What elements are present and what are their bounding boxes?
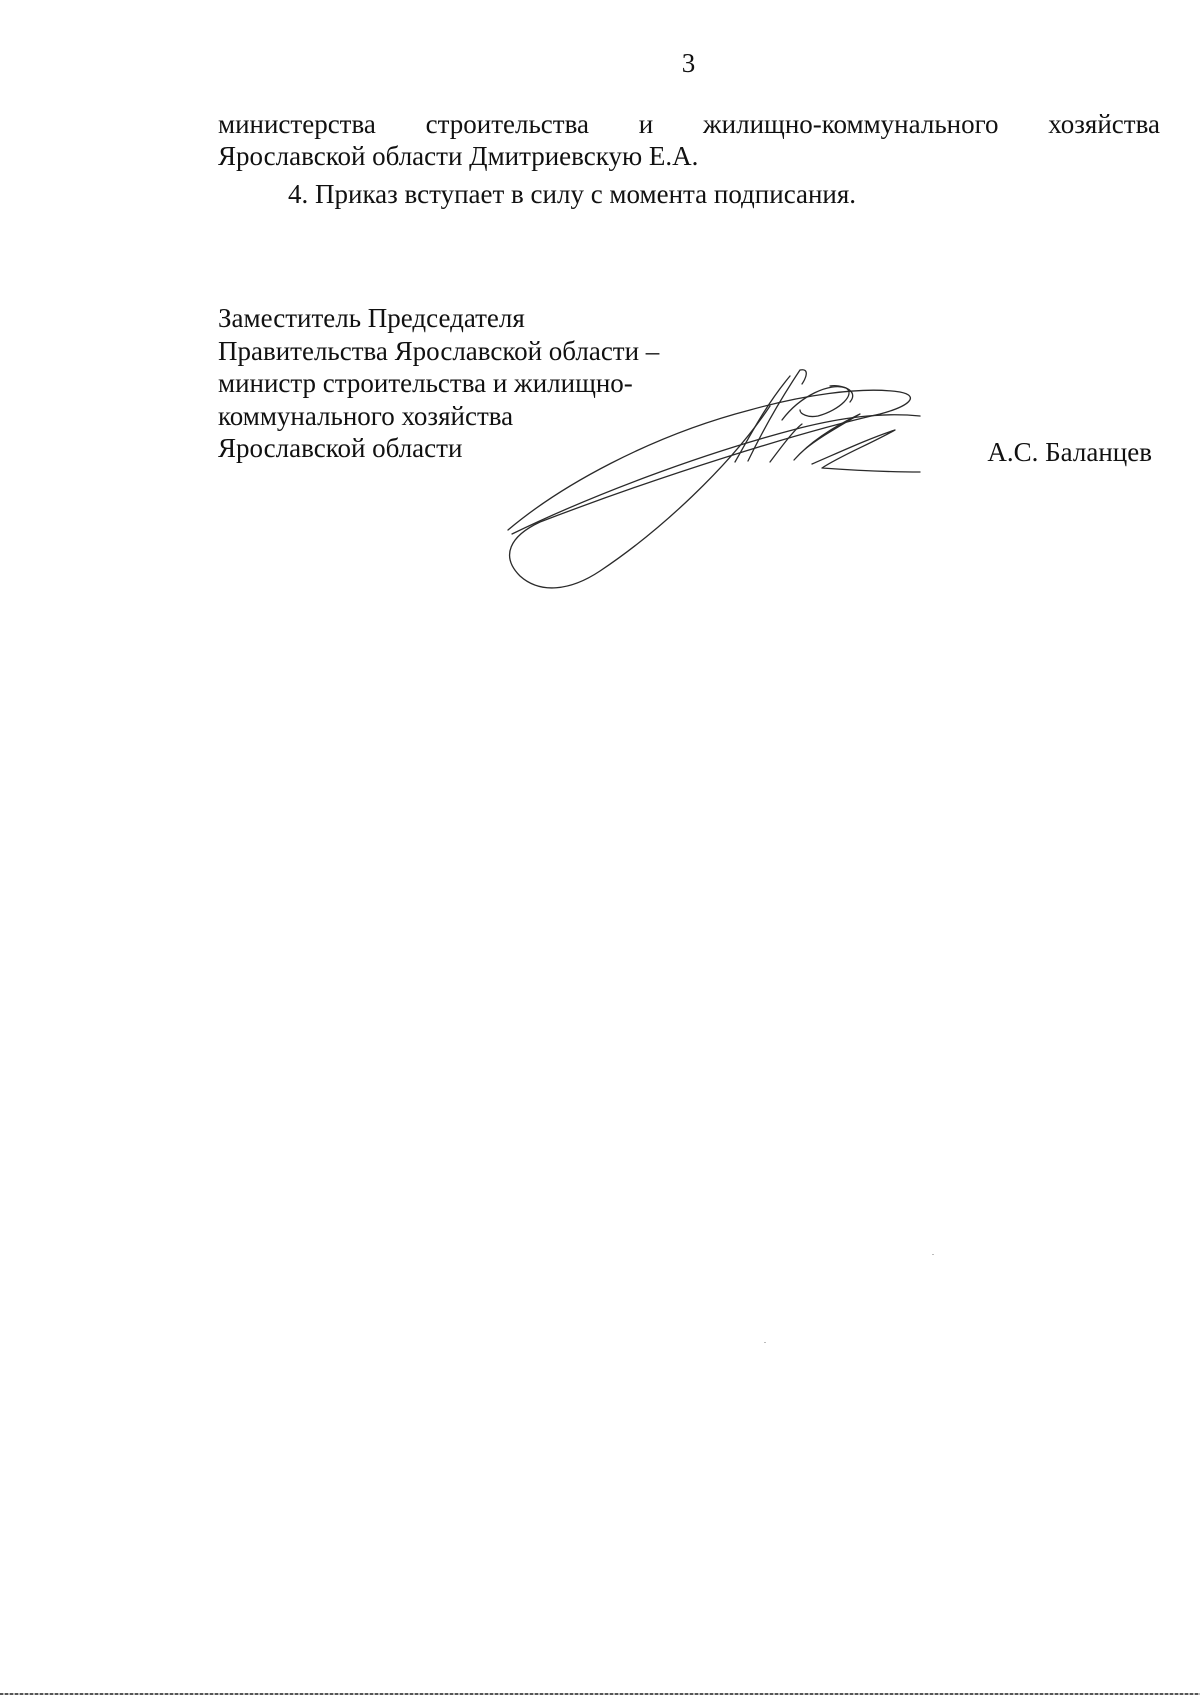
signer-name: А.С. Баланцев bbox=[987, 437, 1152, 467]
word: министерства bbox=[218, 109, 376, 139]
page-number: 3 bbox=[681, 48, 696, 78]
scan-speck bbox=[764, 1342, 766, 1343]
signer-position-line: коммунального хозяйства bbox=[218, 400, 514, 431]
handwritten-signature bbox=[500, 366, 940, 596]
signer-position-line: министр строительства и жилищно- bbox=[218, 368, 633, 398]
scan-speck bbox=[932, 1254, 934, 1255]
word: и bbox=[638, 109, 654, 139]
scan-edge-line bbox=[0, 1693, 1200, 1695]
paragraph-1-line-1 bbox=[218, 108, 1160, 140]
signer-position-line: Правительства Ярославской области – bbox=[218, 335, 660, 366]
signer-position-line: Заместитель Председателя bbox=[218, 303, 525, 333]
word: строительства bbox=[425, 109, 589, 139]
paragraph-1-line-2: Ярославской области Дмитриевскую Е.А. bbox=[218, 141, 699, 171]
signer-position-line: Ярославской области bbox=[218, 433, 463, 463]
word: жилищно-коммунального bbox=[703, 109, 999, 139]
paragraph-2: 4. Приказ вступает в силу с момента подписания. bbox=[288, 179, 857, 209]
word: хозяйства bbox=[1048, 109, 1160, 139]
